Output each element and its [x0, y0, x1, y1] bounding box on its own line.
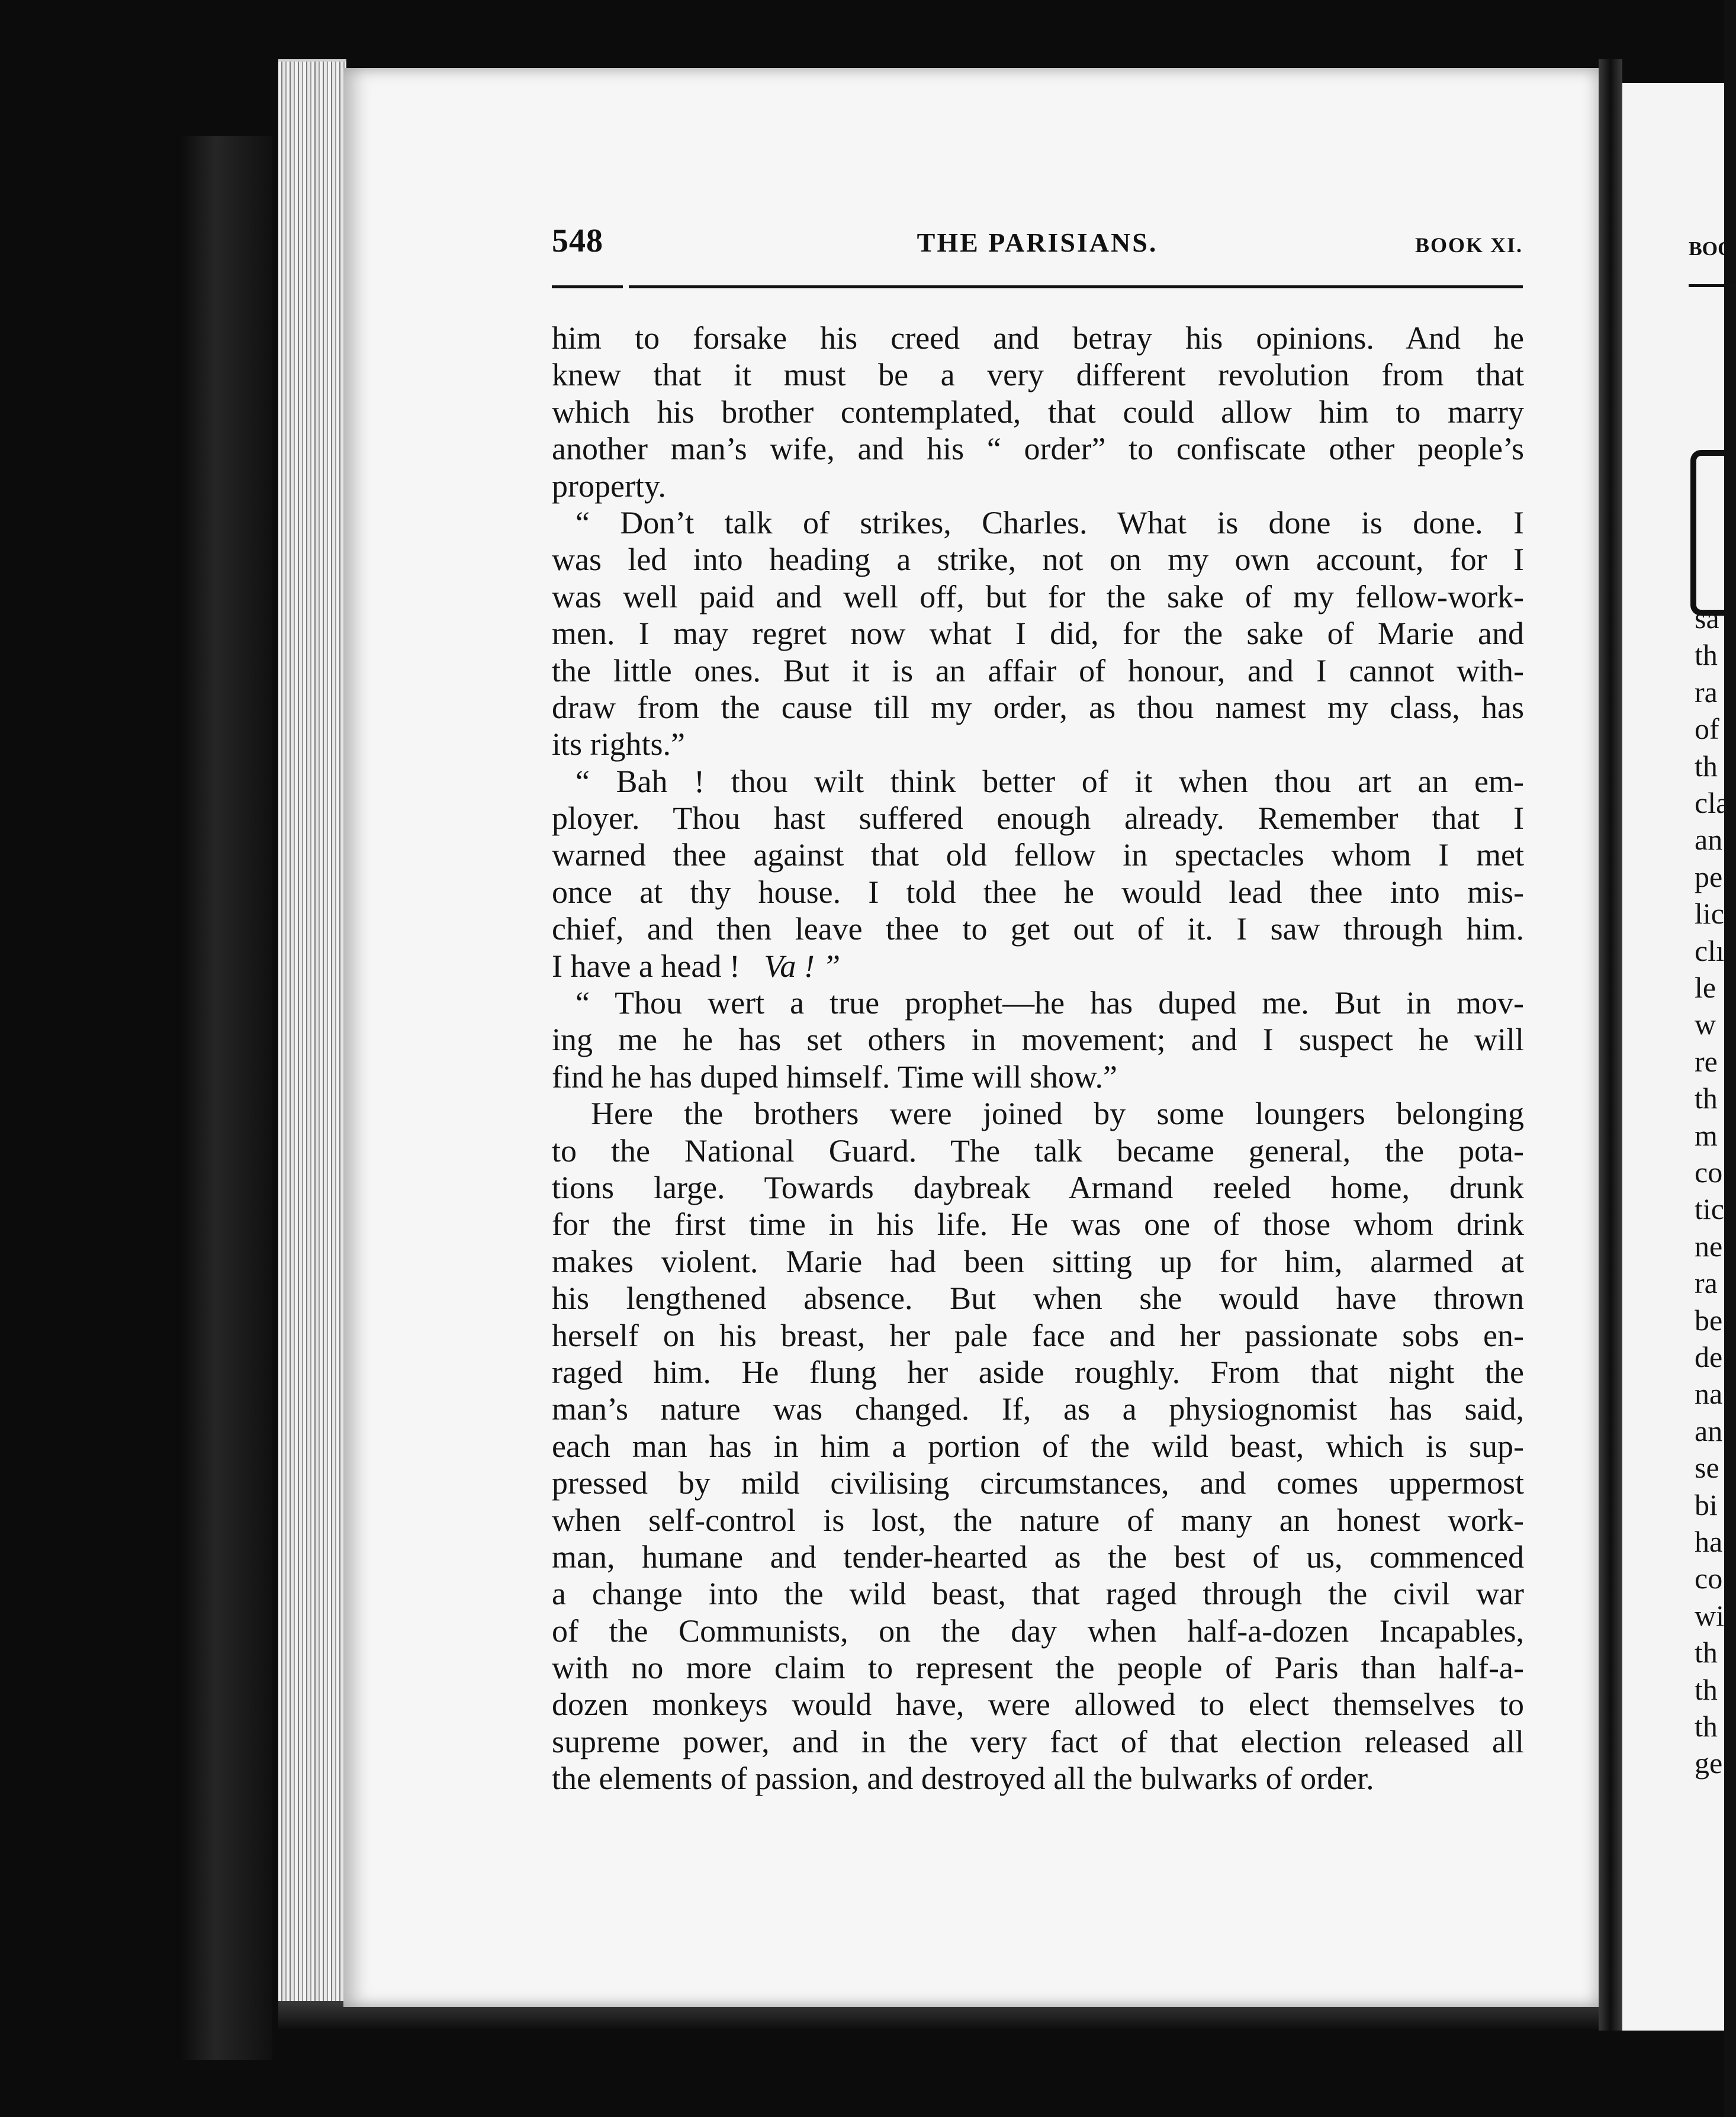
text-line: the elements of passion, and destroyed all the bulwarks of order.	[552, 1761, 1374, 1797]
header-rule	[552, 285, 1523, 288]
text-line: the little ones. But it is an affair of honour, and I cannot with-	[552, 652, 1524, 688]
text-line: once at thy house. I told thee he would lead thee into mis-	[552, 874, 1524, 910]
text-line: chief, and then leave thee to get out of it. I saw through him.	[552, 911, 1524, 947]
text-line: him to forsake his creed and betray his opinions. And he	[552, 320, 1524, 356]
text-line: tions large. Towards daybreak Armand reeled home, drunk	[552, 1169, 1524, 1205]
text-line: man’s nature was changed. If, as a physiognomist has said,	[552, 1391, 1524, 1427]
facing-line-fragment: na	[1695, 1377, 1723, 1411]
facing-line-fragment: th	[1695, 638, 1718, 672]
text-line: another man’s wife, and his “ order” to confiscate other people’s	[552, 431, 1524, 467]
facing-line-fragment: an	[1695, 1414, 1723, 1447]
facing-line-fragment: an	[1695, 823, 1723, 857]
facing-line-fragment: pe	[1695, 860, 1723, 893]
text-line: herself on his breast, her pale face and her passionate sobs en-	[552, 1317, 1524, 1353]
facing-line-fragment: wi	[1695, 1598, 1724, 1632]
text-line: his lengthened absence. But when she would have thrown	[552, 1281, 1524, 1317]
text-line: supreme power, and in the very fact of that election released all	[552, 1723, 1524, 1759]
italic-exclamation: Va ! ”	[764, 948, 841, 984]
body-text	[552, 320, 1524, 1797]
text-line: men. I may regret now what I did, for the sake of Marie and	[552, 616, 1524, 652]
facing-line-fragment: be	[1695, 1303, 1723, 1337]
decorative-initial	[1690, 450, 1729, 616]
book-binding	[178, 136, 272, 2060]
text-line: a change into the wild beast, that raged through the civil war	[552, 1576, 1524, 1612]
text-line: when self-control is lost, the nature of many an honest work-	[552, 1502, 1524, 1538]
facing-line-fragment: co	[1695, 1562, 1723, 1595]
text-line: was well paid and well off, but for the sake of my fellow-work-	[552, 578, 1524, 614]
facing-line-fragment: th	[1695, 1710, 1718, 1743]
facing-line-fragment: clı	[1695, 934, 1724, 967]
text-line: each man has in him a portion of the wild beast, which is sup-	[552, 1428, 1524, 1464]
facing-line-fragment: le	[1695, 971, 1716, 1004]
text-line: I have a head !	[552, 948, 740, 984]
facing-line-fragment: lic	[1695, 897, 1724, 931]
facing-line-fragment: tic	[1695, 1192, 1724, 1226]
page-number: 548	[552, 223, 603, 259]
facing-line-fragment: re	[1695, 1044, 1718, 1078]
text-line: ployer. Thou hast suffered enough already. Remember that I	[552, 800, 1524, 836]
facing-line-fragment: ra	[1695, 1266, 1718, 1300]
facing-line-fragment: ra	[1695, 675, 1718, 709]
text-line: man, humane and tender-hearted as the best of us, commenced	[552, 1539, 1524, 1575]
facing-line-fragment: bi	[1695, 1488, 1718, 1521]
text-line: of the Communists, on the day when half-a-dozen Incapables,	[552, 1613, 1524, 1649]
facing-line-fragment: th	[1695, 1082, 1718, 1115]
text-line: knew that it must be a very different revolution from that	[552, 357, 1524, 393]
text-line-with-italic	[552, 948, 1524, 984]
text-line: “ Thou wert a true prophet—he has duped me. But in mov-	[576, 985, 1524, 1021]
facing-line-fragment: w	[1695, 1008, 1716, 1041]
text-line: its rights.”	[552, 726, 685, 762]
facing-line-fragment: sa	[1695, 601, 1719, 635]
text-line: “ Don’t talk of strikes, Charles. What is done is done. I	[576, 504, 1524, 540]
facing-line-fragment: th	[1695, 1636, 1718, 1669]
facing-line-fragment: ne	[1695, 1229, 1723, 1263]
book-label: BOOK XI.	[1414, 233, 1523, 257]
facing-line-fragment: de	[1695, 1340, 1723, 1373]
header-rule-gap	[623, 284, 629, 289]
text-line: makes violent. Marie had been sitting up for him, alarmed at	[552, 1243, 1524, 1279]
facing-line-fragment: co	[1695, 1156, 1723, 1189]
running-head	[552, 222, 1523, 263]
facing-line-fragment: m	[1695, 1118, 1718, 1152]
page-edges	[278, 59, 346, 2029]
text-line: with no more claim to represent the people of Paris than half-a-	[552, 1650, 1524, 1686]
text-line: raged him. He flung her aside roughly. From that night the	[552, 1354, 1524, 1390]
text-line: was led into heading a strike, not on my own account, for I	[552, 542, 1524, 578]
text-line: ing me he has set others in movement; and I suspect he will	[552, 1022, 1524, 1058]
text-line: “ Bah ! thou wilt think better of it when thou art an em-	[576, 763, 1524, 799]
text-line: which his brother contemplated, that could allow him to marry	[552, 394, 1524, 430]
facing-line-fragment: ha	[1695, 1525, 1723, 1558]
text-line: pressed by mild civilising circumstances, and comes uppermost	[552, 1465, 1524, 1501]
text-line: property.	[552, 468, 666, 504]
text-line: dozen monkeys would have, were allowed to elect themselves to	[552, 1687, 1524, 1723]
text-line: to the National Guard. The talk became general, the pota-	[552, 1133, 1524, 1169]
facing-page-rule	[1689, 284, 1736, 287]
facing-page	[1622, 83, 1734, 2031]
facing-line-fragment: se	[1695, 1451, 1719, 1485]
facing-line-fragment: ge	[1695, 1746, 1723, 1780]
facing-line-fragment: th	[1695, 749, 1718, 783]
page-title: THE PARISIANS.	[917, 227, 1158, 258]
facing-line-fragment: of	[1695, 712, 1719, 746]
book-gutter	[1599, 59, 1622, 2031]
text-line: for the first time in his life. He was one of those whom drink	[552, 1207, 1524, 1243]
facing-line-fragment: cla	[1695, 786, 1729, 819]
text-line: Here the brothers were joined by some loungers belonging	[591, 1096, 1524, 1132]
text-line: find he has duped himself. Time will show.”	[552, 1058, 1117, 1095]
facing-page-header: BOO	[1689, 238, 1734, 260]
text-line: draw from the cause till my order, as thou namest my class, has	[552, 689, 1524, 725]
text-line: warned thee against that old fellow in spectacles whom I met	[552, 837, 1524, 873]
facing-line-fragment: th	[1695, 1672, 1718, 1706]
